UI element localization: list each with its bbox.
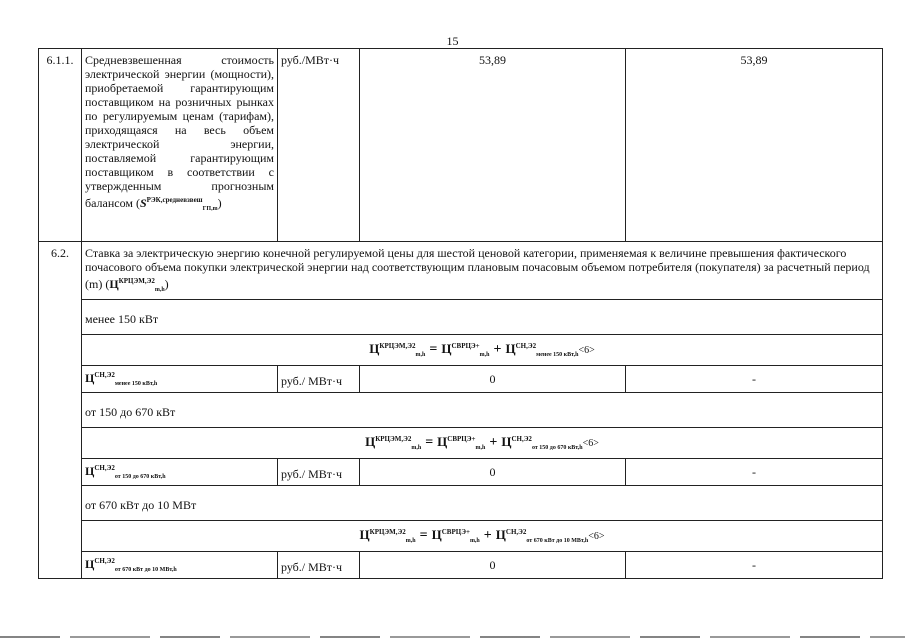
- group-label-row: [39, 486, 883, 521]
- group-label-row: [39, 393, 883, 428]
- symbol-subscript: m,h: [154, 287, 165, 293]
- description-text: Ставка за электрическую энергию конечной регулируемой цены для шестой ценовой категории, применяемая к величине превышения фактического почасового объема покупки электрической энергии над соответствующим плановым почасовым объемом потребителя (покупателя) за расчетный период (m) (: [85, 246, 870, 291]
- param-row: [39, 366, 883, 393]
- unit-cell: руб./ МВт·ч: [278, 366, 360, 393]
- row-description: [82, 242, 883, 300]
- page-number: 15: [446, 34, 459, 48]
- param-letter: Ц: [85, 463, 95, 478]
- param-sub: от 150 до 670 кВт,h: [114, 473, 166, 480]
- formula-row: [39, 335, 883, 366]
- formula-term1-sub: m,h: [475, 444, 486, 451]
- formula-note: <6>: [582, 437, 599, 449]
- formula-lhs-sub: m,h: [405, 537, 416, 544]
- group-label: от 150 до 670 кВт: [82, 393, 883, 428]
- unit-cell: руб./ МВт·ч: [278, 459, 360, 486]
- param-sup: СН,Э2: [94, 463, 115, 472]
- param-symbol: [82, 366, 278, 393]
- symbol-close: ): [164, 277, 169, 291]
- formula-lhs-sup: КРЦЭМ,Э2: [369, 527, 406, 536]
- formula: [82, 335, 883, 366]
- formula-term1-sup: СВРЦЭ+: [451, 341, 480, 350]
- formula-equals: =: [425, 434, 434, 450]
- symbol-close: ): [217, 196, 222, 210]
- formula-lhs-sup: КРЦЭМ,Э2: [375, 434, 412, 443]
- formula-term2: Ц: [495, 526, 506, 542]
- param-letter: Ц: [85, 370, 95, 385]
- formula-term2-sup: СН,Э2: [505, 527, 527, 536]
- formula-lhs-sub: m,h: [411, 444, 422, 451]
- formula-note: <6>: [588, 530, 605, 542]
- unit-cell: руб./ МВт·ч: [278, 552, 360, 579]
- formula-term1-sub: m,h: [479, 351, 490, 358]
- tariff-table: [38, 48, 883, 579]
- formula-plus: +: [493, 341, 502, 357]
- formula-lhs-sup: КРЦЭМ,Э2: [379, 341, 416, 350]
- formula-term2-sub: от 150 до 670 кВт,h: [531, 444, 583, 451]
- value-cell-2: -: [626, 366, 883, 393]
- symbol-subscript: ГП,m: [202, 206, 218, 212]
- formula-lhs: Ц: [369, 340, 380, 356]
- table-row-6-2: [39, 242, 883, 300]
- formula-plus: +: [489, 434, 498, 450]
- formula-lhs: Ц: [359, 526, 370, 542]
- row-number: 6.2.: [39, 242, 82, 579]
- formula-term1: Ц: [431, 526, 442, 542]
- group-label: менее 150 кВт: [82, 300, 883, 335]
- formula-lhs: Ц: [365, 433, 376, 449]
- symbol-superscript: РЭК,средневзвеш: [146, 196, 203, 204]
- formula-term2-sup: СН,Э2: [511, 434, 532, 443]
- formula-term1-sub: m,h: [469, 537, 480, 544]
- param-sup: СН,Э2: [94, 556, 115, 565]
- formula-row: [39, 521, 883, 552]
- formula-term2-sub: от 670 кВт до 10 МВт,h: [526, 537, 589, 544]
- formula-equals: =: [429, 341, 438, 357]
- formula-note: <6>: [578, 344, 595, 356]
- param-sup: СН,Э2: [94, 370, 115, 379]
- formula: [82, 428, 883, 459]
- value-cell-1: 0: [360, 366, 626, 393]
- group-label-row: [39, 300, 883, 335]
- value-cell-2: -: [626, 459, 883, 486]
- value-cell-1: 0: [360, 459, 626, 486]
- param-symbol: [82, 459, 278, 486]
- symbol-letter: Ц: [109, 277, 119, 291]
- value-cell-1: 53,89: [360, 49, 626, 242]
- formula-term1: Ц: [437, 433, 448, 449]
- param-symbol: [82, 552, 278, 579]
- formula-term2: Ц: [505, 340, 516, 356]
- param-row: [39, 459, 883, 486]
- group-label: от 670 кВт до 10 МВт: [82, 486, 883, 521]
- formula-equals: =: [419, 527, 428, 543]
- row-number: 6.1.1.: [39, 49, 82, 242]
- param-letter: Ц: [85, 556, 95, 571]
- formula: [82, 521, 883, 552]
- param-sub: от 670 кВт до 10 МВт,h: [114, 566, 177, 573]
- row-description: [82, 49, 278, 242]
- unit-cell: руб./МВт·ч: [278, 49, 360, 242]
- symbol-letter: S: [139, 196, 147, 210]
- value-cell-2: -: [626, 552, 883, 579]
- scan-artifact-line: [0, 636, 905, 638]
- formula-term2: Ц: [501, 433, 512, 449]
- value-cell-1: 0: [360, 552, 626, 579]
- formula-term1-sup: СВРЦЭ+: [447, 434, 476, 443]
- formula-term2-sup: СН,Э2: [515, 341, 537, 350]
- value-cell-2: 53,89: [626, 49, 883, 242]
- param-row: [39, 552, 883, 579]
- formula-row: [39, 428, 883, 459]
- param-sub: менее 150 кВт,h: [114, 380, 158, 387]
- formula-term2-sub: менее 150 кВт,h: [536, 351, 579, 358]
- formula-plus: +: [483, 527, 492, 543]
- formula-term1: Ц: [441, 340, 452, 356]
- table-row-6-1-1: [39, 49, 883, 242]
- symbol-superscript: КРЦЭМ,Э2: [118, 277, 155, 285]
- formula-lhs-sub: m,h: [415, 351, 426, 358]
- formula-term1-sup: СВРЦЭ+: [441, 527, 470, 536]
- description-text: Средневзвешенная стоимость электрической энергии (мощности), приобретаемой гарантирующим поставщиком на розничных рынках по регулируемым ценам (тарифам), приходящаяся на весь объем электрической энергии, поставляемой гарантирующим поставщиком в соответствии с утвержденным прогнозным балансом (: [85, 53, 274, 210]
